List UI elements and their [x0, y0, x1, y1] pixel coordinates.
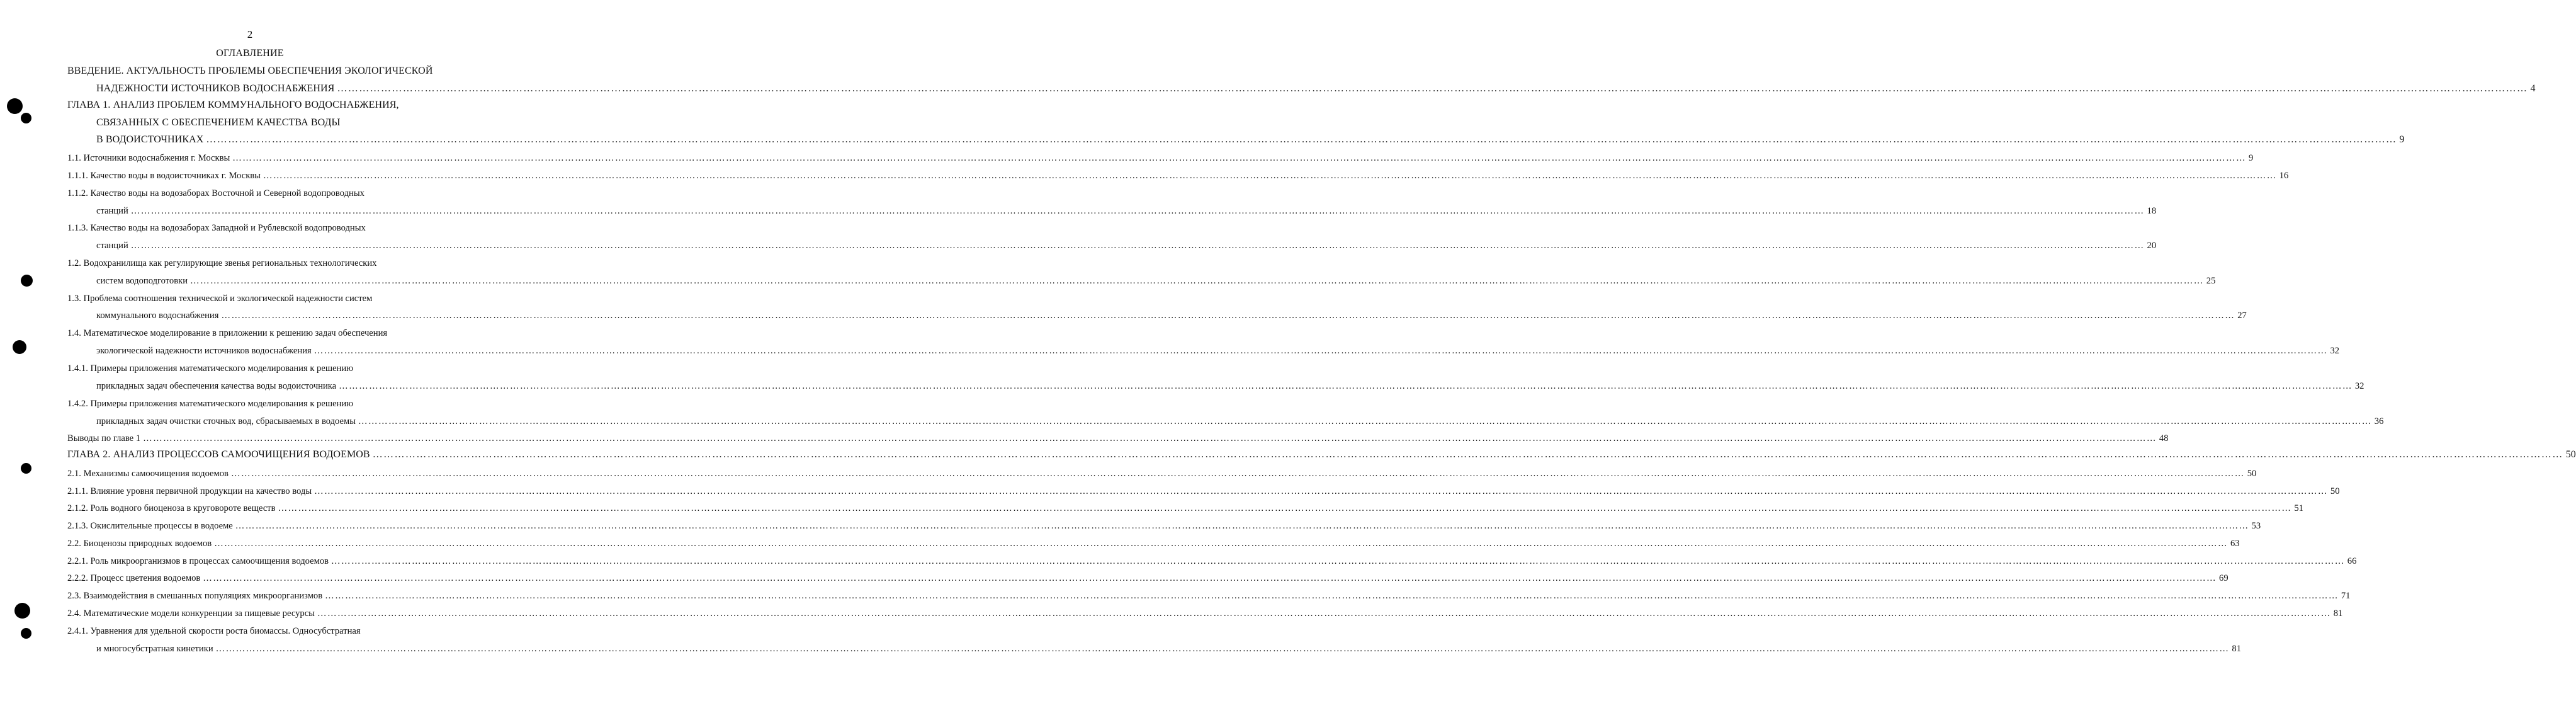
toc-entry-title: 1.4.1. Примеры приложения математического моделирования к решению — [67, 363, 354, 374]
punch-hole — [21, 628, 31, 639]
toc-entry — [67, 449, 2576, 460]
toc-entry — [67, 66, 433, 76]
toc-entry-title: 1.1. Источники водоснабжения г. Москвы — [67, 153, 230, 163]
toc-entry — [67, 259, 376, 268]
dot-leader: …………………………………………………………………………………………………………………………………………………………………………………………………………………………………………………………………………………………………………………………………………………………………………………………………………………………………………………………………………………………………………………………………………………… — [221, 311, 2235, 321]
toc-entry-title: 1.4.2. Примеры приложения математического моделирования к решению — [67, 399, 354, 409]
toc-entry-page: 9 — [2249, 153, 2254, 163]
toc-entry-page: 69 — [2219, 573, 2229, 583]
toc-entry-title: 1.2. Водохранилища как регулирующие звенья региональных технологических — [67, 258, 377, 268]
toc-entry-title: В ВОДОИСТОЧНИКАХ — [96, 134, 204, 145]
toc-entry-title: 2.1. Механизмы самоочищения водоемов — [67, 469, 229, 479]
toc-entry-title: 2.4. Математические модели конкуренции за пищевые ресурсы — [67, 608, 315, 619]
dot-leader: …………………………………………………………………………………………………………………………………………………………………………………………………………………………………………………………………………………………………………………………………………………………………………………………………………………………………………………………………………………………………………………………………………………… — [317, 608, 2331, 619]
toc-entry-title: экологической надежности источников водоснабжения — [96, 346, 312, 356]
toc-entry — [67, 364, 353, 374]
toc-entry-title: НАДЕЖНОСТИ ИСТОЧНИКОВ ВОДОСНАБЖЕНИЯ — [96, 83, 335, 94]
toc-entry — [67, 189, 364, 198]
punch-hole — [21, 113, 31, 123]
dot-leader: …………………………………………………………………………………………………………………………………………………………………………………………………………………………………………………………………………………………………………………………………………………………………………………………………………………………………………………………………………………………………………………………………………………… — [331, 556, 2345, 566]
toc-entry-page: 50 — [2565, 449, 2576, 460]
dot-leader: …………………………………………………………………………………………………………………………………………………………………………………………………………………………………………………………………………………………………………………………………………………………………………………………………………………………………………………………………………………………………………………………………………………… — [215, 644, 2230, 654]
toc-entry-page: 16 — [2279, 171, 2289, 181]
toc-entry-page: 25 — [2206, 276, 2216, 286]
toc-entry-page: 71 — [2341, 591, 2351, 601]
toc-entry-title: Выводы по главе 1 — [67, 433, 141, 443]
toc-entry-page: 4 — [2530, 83, 2536, 94]
toc-entry-page: 50 — [2247, 469, 2257, 479]
toc-entry — [96, 134, 2405, 145]
dot-leader: …………………………………………………………………………………………………………………………………………………………………………………………………………………………………………………………………………………………………………………………………………………………………………………………………………………………………………………………………………………………………………………………………………………… — [278, 503, 2292, 513]
toc-entry — [96, 381, 2364, 391]
dot-leader: …………………………………………………………………………………………………………………………………………………………………………………………………………………………………………………………………………………………………………………………………………………………………………………………………………………………………………………………………………………………………………………………………………………… — [339, 381, 2353, 391]
toc-entry-page: 51 — [2294, 503, 2303, 513]
toc-entry-title: 2.1.2. Роль водного биоценоза в круговороте веществ — [67, 503, 276, 513]
toc-entry — [67, 399, 353, 409]
toc-entry — [96, 346, 2340, 356]
toc-entry-page: 18 — [2147, 206, 2157, 216]
toc-entry — [67, 224, 366, 233]
dot-leader: …………………………………………………………………………………………………………………………………………………………………………………………………………………………………………………………………………………………………………………………………………………………………………………………………………………………………………………………………………………………………………………………………………………… — [214, 539, 2228, 549]
toc-entry — [67, 329, 387, 338]
toc-entry — [67, 153, 2254, 163]
toc-entry — [67, 556, 2357, 566]
punch-hole — [13, 340, 26, 354]
dot-leader: …………………………………………………………………………………………………………………………………………………………………………………………………………………………………………………………………………………………………………………………………………………………………………………………………………………………………………………………………………………………………………………………………………………… — [230, 469, 2245, 479]
toc-entry-title: 2.2.2. Процесс цветения водоемов — [67, 573, 201, 583]
toc-entry-title: 2.1.1. Влияние уровня первичной продукции на качество воды — [67, 486, 312, 496]
toc-entry — [96, 416, 2384, 426]
toc-entry — [96, 276, 2216, 286]
dot-leader: …………………………………………………………………………………………………………………………………………………………………………………………………………………………………………………………………………………………………………………………………………………………………………………………………………………………………………………………………………………………………………………………………………………… — [130, 241, 2145, 251]
toc-entry — [67, 486, 2340, 496]
toc-entry-title: систем водоподготовки — [96, 276, 188, 286]
toc-entry-title: 1.1.1. Качество воды в водоисточниках г. Москвы — [67, 171, 261, 181]
toc-entry — [96, 311, 2247, 321]
toc-entry-title: 2.4.1. Уравнения для удельной скорости роста биомассы. Односубстратная — [67, 626, 361, 636]
toc-entry-title: СВЯЗАННЫХ С ОБЕСПЕЧЕНИЕМ КАЧЕСТВА ВОДЫ — [96, 117, 341, 128]
toc-entry — [67, 627, 361, 636]
dot-leader: …………………………………………………………………………………………………………………………………………………………………………………………………………………………………………………………………………………………………………………………………………………………………………………………………………………………………………………………………………………………………………………………………………………… — [372, 449, 2563, 460]
toc-entry-page: 27 — [2237, 311, 2247, 321]
punch-hole — [7, 98, 23, 114]
toc-entry — [96, 206, 2157, 216]
toc-entry-title: станций — [96, 241, 128, 251]
toc-entry — [67, 294, 372, 304]
toc-entry-page: 9 — [2399, 134, 2405, 145]
toc-entry-page: 32 — [2354, 381, 2364, 391]
toc-entry — [96, 83, 2536, 94]
toc-entry-title: 2.3. Взаимодействия в смешанных популяциях микроорганизмов — [67, 591, 323, 601]
toc-entry-title: ВВЕДЕНИЕ. АКТУАЛЬНОСТЬ ПРОБЛЕМЫ ОБЕСПЕЧЕНИЯ ЭКОЛОГИЧЕСКОЙ — [67, 66, 433, 76]
toc-entry — [67, 521, 2261, 531]
toc-entry-title: 2.1.3. Окислительные процессы в водоеме — [67, 521, 233, 531]
toc-entry-page: 66 — [2347, 556, 2357, 566]
toc-entry — [67, 100, 399, 110]
dot-leader: …………………………………………………………………………………………………………………………………………………………………………………………………………………………………………………………………………………………………………………………………………………………………………………………………………………………………………………………………………………………………………………………………………………… — [235, 521, 2249, 531]
toc-entry — [96, 644, 2241, 654]
toc-entry — [67, 591, 2351, 601]
punch-hole — [21, 275, 33, 287]
dot-leader: …………………………………………………………………………………………………………………………………………………………………………………………………………………………………………………………………………………………………………………………………………………………………………………………………………………………………………………………………………………………………………………………………………………… — [314, 346, 2328, 356]
page-number: 2 — [247, 28, 253, 40]
toc-entry-title: и многосубстратная кинетики — [96, 644, 213, 654]
toc-entry-title: ГЛАВА 1. АНАЛИЗ ПРОБЛЕМ КОММУНАЛЬНОГО ВОДОСНАБЖЕНИЯ, — [67, 100, 399, 110]
dot-leader: …………………………………………………………………………………………………………………………………………………………………………………………………………………………………………………………………………………………………………………………………………………………………………………………………………………………………………………………………………………………………………………………………………………… — [337, 83, 2528, 94]
toc-entry-title: 1.3. Проблема соотношения технической и экологической надежности систем — [67, 294, 373, 304]
toc-entry — [67, 608, 2343, 619]
toc-entry-page: 81 — [2232, 644, 2241, 654]
toc-entry — [67, 573, 2229, 583]
toc-entry-page: 32 — [2330, 346, 2340, 356]
dot-leader: …………………………………………………………………………………………………………………………………………………………………………………………………………………………………………………………………………………………………………………………………………………………………………………………………………………………………………………………………………………………………………………………………………………… — [203, 573, 2217, 583]
toc-entry-title: 1.1.3. Качество воды на водозаборах Западной и Рублевской водопроводных — [67, 223, 366, 233]
toc-entry-page: 50 — [2330, 486, 2340, 496]
toc-entry — [67, 539, 2240, 549]
toc-entry — [96, 241, 2157, 251]
toc-entry-page: 48 — [2159, 433, 2169, 443]
toc-entry-title: 1.4. Математическое моделирование в приложении к решению задач обеспечения — [67, 328, 388, 338]
punch-hole — [14, 603, 30, 619]
toc-entry-title: ГЛАВА 2. АНАЛИЗ ПРОЦЕССОВ САМООЧИЩЕНИЯ ВОДОЕМОВ — [67, 449, 370, 460]
dot-leader: …………………………………………………………………………………………………………………………………………………………………………………………………………………………………………………………………………………………………………………………………………………………………………………………………………………………………………………………………………………………………………………………………………………… — [206, 134, 2397, 145]
dot-leader: …………………………………………………………………………………………………………………………………………………………………………………………………………………………………………………………………………………………………………………………………………………………………………………………………………………………………………………………………………………………………………………………………………………… — [143, 433, 2157, 443]
toc-entry-page: 36 — [2374, 416, 2384, 426]
toc-entry-title: прикладных задач обеспечения качества воды водоисточника — [96, 381, 337, 391]
toc-entry-title: прикладных задач очистки сточных вод, сбрасываемых в водоемы — [96, 416, 356, 426]
toc-entry — [67, 171, 2289, 181]
toc-entry — [67, 433, 2169, 443]
dot-leader: …………………………………………………………………………………………………………………………………………………………………………………………………………………………………………………………………………………………………………………………………………………………………………………………………………………………………………………………………………………………………………………………………………………… — [314, 486, 2328, 496]
toc-entry-title: коммунального водоснабжения — [96, 311, 219, 321]
dot-leader: …………………………………………………………………………………………………………………………………………………………………………………………………………………………………………………………………………………………………………………………………………………………………………………………………………………………………………………………………………………………………………………………………………………… — [263, 171, 2277, 181]
toc-title: ОГЛАВЛЕНИЕ — [216, 48, 284, 59]
dot-leader: …………………………………………………………………………………………………………………………………………………………………………………………………………………………………………………………………………………………………………………………………………………………………………………………………………………………………………………………………………………………………………………………………………………… — [232, 153, 2247, 163]
toc-entry-title: 2.2. Биоценозы природных водоемов — [67, 539, 212, 549]
toc-entry-title: 2.2.1. Роль микроорганизмов в процессах самоочищения водоемов — [67, 556, 329, 566]
toc-entry-page: 20 — [2147, 241, 2157, 251]
dot-leader: …………………………………………………………………………………………………………………………………………………………………………………………………………………………………………………………………………………………………………………………………………………………………………………………………………………………………………………………………………………………………………………………………………………… — [130, 206, 2145, 216]
dot-leader: …………………………………………………………………………………………………………………………………………………………………………………………………………………………………………………………………………………………………………………………………………………………………………………………………………………………………………………………………………………………………………………………………………………… — [358, 416, 2372, 426]
punch-hole — [21, 463, 31, 474]
toc-entry-title: 1.1.2. Качество воды на водозаборах Восточной и Северной водопроводных — [67, 188, 364, 198]
toc-entry-page: 53 — [2251, 521, 2261, 531]
dot-leader: …………………………………………………………………………………………………………………………………………………………………………………………………………………………………………………………………………………………………………………………………………………………………………………………………………………………………………………………………………………………………………………………………………………… — [190, 276, 2204, 286]
toc-entry-title: станций — [96, 206, 128, 216]
toc-entry — [67, 469, 2257, 479]
dot-leader: …………………………………………………………………………………………………………………………………………………………………………………………………………………………………………………………………………………………………………………………………………………………………………………………………………………………………………………………………………………………………………………………………………………… — [325, 591, 2339, 601]
toc-entry-page: 81 — [2333, 608, 2343, 619]
toc-entry-page: 63 — [2230, 539, 2240, 549]
toc-entry — [96, 118, 341, 128]
toc-entry — [67, 503, 2303, 513]
